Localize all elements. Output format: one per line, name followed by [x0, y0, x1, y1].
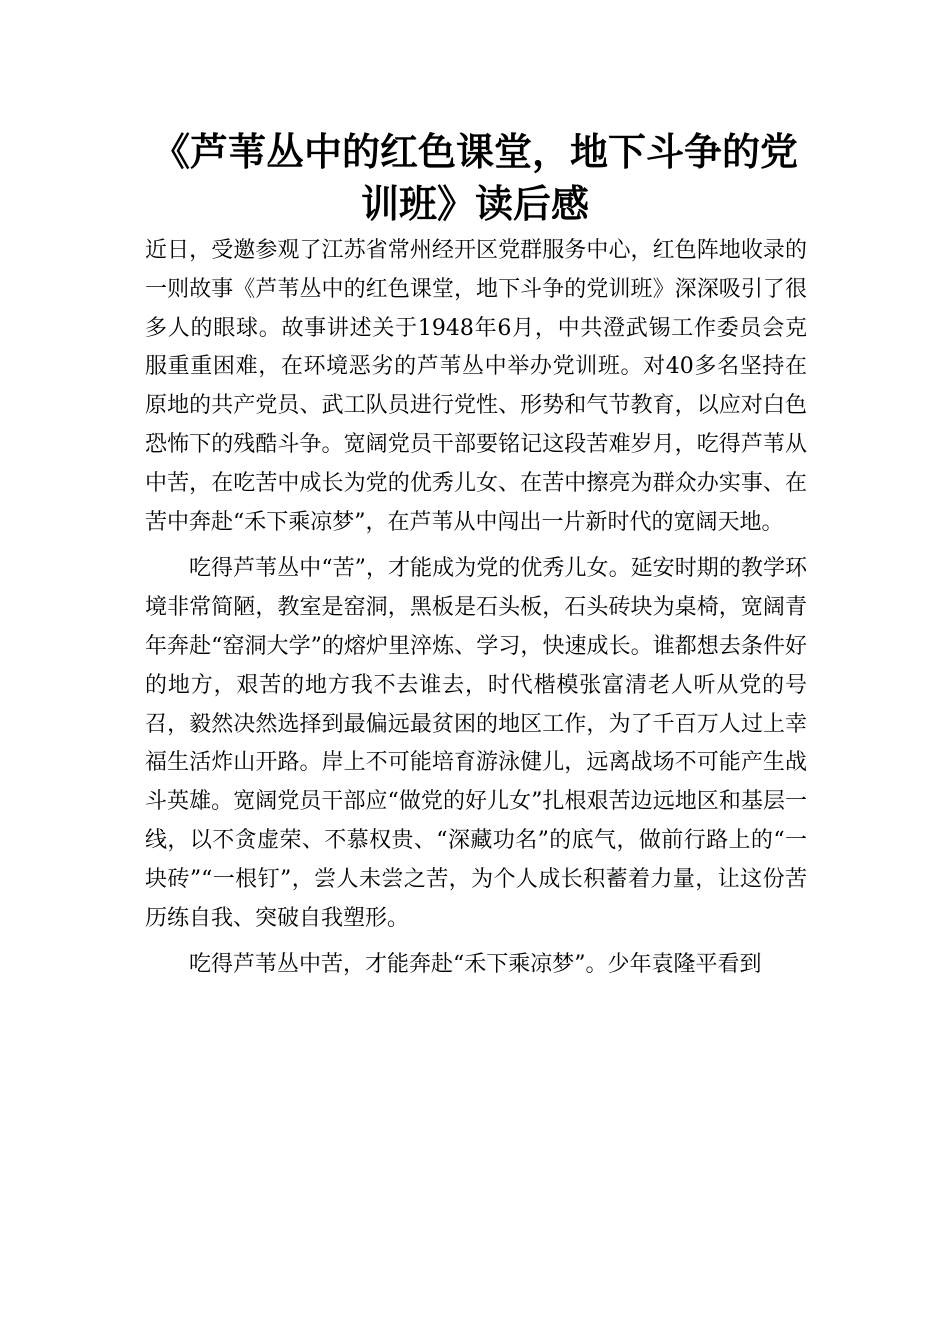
paragraph-3: 吃得芦苇丛中苦，才能奔赴“禾下乘凉梦”。少年袁隆平看到 [189, 952, 762, 978]
document-body [145, 232, 807, 985]
document-title: 《芦苇丛中的红色课堂，地下斗争的党训班》读后感 [151, 130, 798, 226]
paragraph-2: 吃得芦苇丛中“苦”，才能成为党的优秀儿女。延安时期的教学环境非常简陋，教室是窑洞，黑板是石头板，石头砖块为桌椅，宽阔青年奔赴“窑洞大学”的熔炉里淬炼、学习，快速成长。谁都想去条件好的地方，艰苦的地方我不去谁去，时代楷模张富清老人听从党的号召，毅然决然选择到最偏远最贫困的地区工作，为了千百万人过上幸福生活炸山开路。岸上不可能培育游泳健儿，远离战场不可能产生战斗英雄。宽阔党员干部应“做党的好儿女”扎根艰苦边远地区和基层一线，以不贪虚荣、不慕权贵、“深藏功名”的底气，做前行路上的“一块砖”“一根钉”，尝人未尝之苦，为个人成长积蓄着力量，让这份苦历练自我、突破自我塑形。 [145, 556, 807, 931]
paragraph-1: 近日，受邀参观了江苏省常州经开区党群服务中心，红色阵地收录的一则故事《芦苇丛中的红色课堂，地下斗争的党训班》深深吸引了很多人的眼球。故事讲述关于1948年6月，中共澄武锡工作委员会克服重重困难，在环境恶劣的芦苇丛中举办党训班。对40多名坚持在原地的共产党员、武工队员进行党性、形势和气节教育，以应对白色恐怖下的残酷斗争。宽阔党员干部要铭记这段苦难岁月，吃得芦苇从中苦，在吃苦中成长为党的优秀儿女、在苦中擦亮为群众办实事、在苦中奔赴“禾下乘凉梦”，在芦苇从中闯出一片新时代的宽阔天地。 [145, 238, 807, 535]
